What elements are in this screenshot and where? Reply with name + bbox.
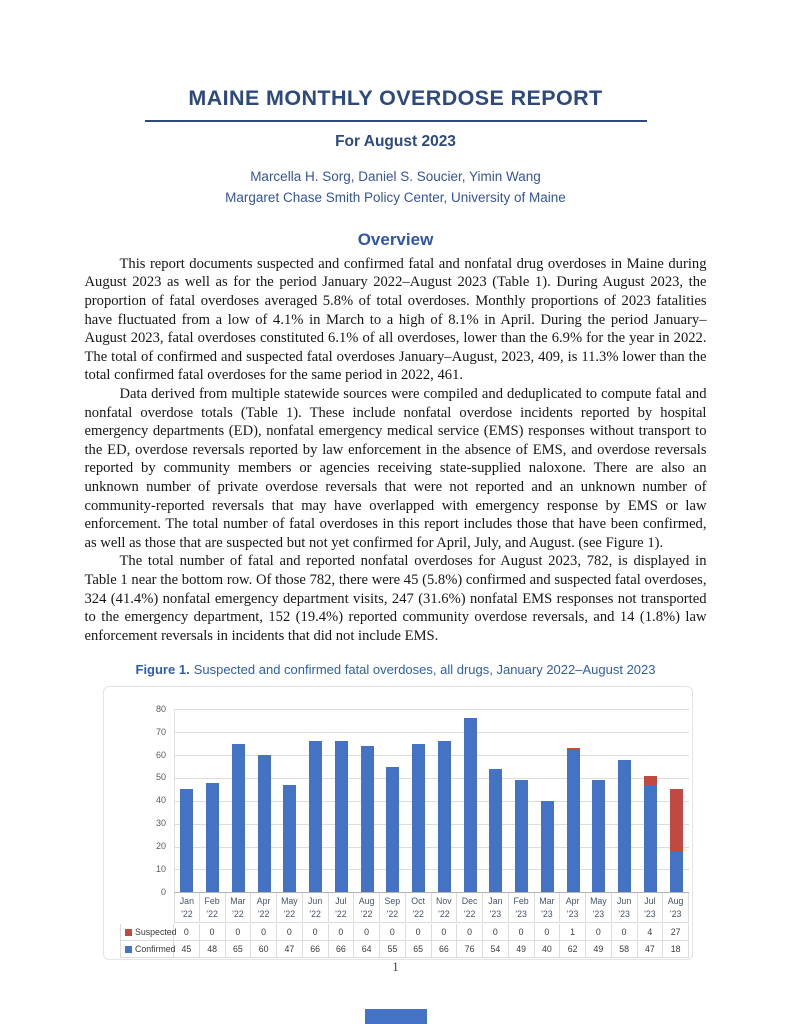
confirmed-bar — [541, 801, 554, 893]
month-axis-label: Jan '23 — [483, 893, 509, 923]
month-axis-label: Jan '22 — [174, 893, 200, 923]
legend-swatch-suspected — [125, 929, 132, 936]
month-axis-label: Jun '23 — [612, 893, 638, 923]
table-value-cell: 54 — [483, 941, 509, 958]
gridline — [174, 801, 689, 802]
confirmed-bar — [386, 767, 399, 893]
confirmed-bar — [515, 780, 528, 892]
table-value-cell: 47 — [638, 941, 664, 958]
month-axis-label: Aug '23 — [663, 893, 689, 923]
month-axis-label: Feb '23 — [509, 893, 535, 923]
month-axis-label: May '22 — [277, 893, 303, 923]
figure-caption-text: Suspected and confirmed fatal overdoses, all drugs, January 2022–August 2023 — [193, 662, 656, 678]
legend-label-suspected: Suspected — [120, 924, 174, 941]
table-value-cell: 0 — [303, 924, 329, 941]
table-value-cell: 40 — [535, 941, 561, 958]
table-value-cell: 0 — [406, 924, 432, 941]
data-table-row — [120, 924, 689, 941]
month-axis-label: Oct '22 — [406, 893, 432, 923]
table-value-cell: 0 — [586, 924, 612, 941]
month-axis-label: Jul '22 — [329, 893, 355, 923]
gridline — [174, 755, 689, 756]
y-axis-tick-label: 70 — [155, 726, 166, 737]
month-axis-label: Dec '22 — [457, 893, 483, 923]
y-axis-tick-label: 80 — [155, 703, 166, 714]
report-subtitle: For August 2023 — [335, 133, 456, 150]
gridline — [174, 732, 689, 733]
legend-swatch-confirmed — [125, 946, 132, 953]
table-value-cell: 64 — [354, 941, 380, 958]
gridline — [174, 847, 689, 848]
overview-heading: Overview — [357, 229, 434, 249]
confirmed-bar — [180, 789, 193, 892]
confirmed-bar — [644, 785, 657, 893]
title-rule — [145, 120, 647, 122]
bottom-blue-artifact — [365, 1009, 427, 1024]
overview-paragraph-1: This report documents suspected and confirmed fatal and nonfatal drug overdoses in Maine during August 2023 as well as for the period January 2022–August 2023 (Table 1). During August 2023, the proportion of fatal overdoses averaged 5.8% of total overdoses. Monthly proportions of 2023 fatalities have fluctuated from a low of 4.1% in March to a high of 8.1% in April. During the period January–August 2023, fatal overdoses constituted 6.1% of all overdoses, lower than the 6.9% for the year in 2022. The total of confirmed and suspected fatal overdoses January–August, 2023, 409, is 11.3% lower than the total confirmed fatal overdoses for the same period in 2022, 461. — [84, 255, 707, 384]
suspected-bar — [670, 789, 683, 851]
table-value-cell: 0 — [174, 924, 200, 941]
confirmed-bar — [361, 746, 374, 892]
table-value-cell: 27 — [663, 924, 689, 941]
table-value-cell: 60 — [251, 941, 277, 958]
figure-caption — [0, 662, 791, 677]
table-value-cell: 0 — [457, 924, 483, 941]
table-value-cell: 0 — [380, 924, 406, 941]
table-value-cell: 0 — [354, 924, 380, 941]
confirmed-bar — [335, 741, 348, 892]
figure-1-chart — [103, 686, 693, 960]
table-value-cell: 0 — [612, 924, 638, 941]
y-axis-tick-label: 0 — [160, 886, 166, 897]
confirmed-bar — [283, 785, 296, 893]
table-value-cell: 0 — [277, 924, 303, 941]
month-axis-label: Jul '23 — [638, 893, 664, 923]
y-axis-tick-label: 40 — [155, 795, 166, 806]
y-axis-tick-label: 60 — [155, 749, 166, 760]
y-axis-tick-label: 50 — [155, 772, 166, 783]
table-value-cell: 4 — [638, 924, 664, 941]
table-value-cell: 45 — [174, 941, 200, 958]
gridline — [174, 824, 689, 825]
table-value-cell: 55 — [380, 941, 406, 958]
legend-label-confirmed: Confirmed — [120, 941, 174, 958]
confirmed-bar — [412, 744, 425, 893]
table-value-cell: 0 — [200, 924, 226, 941]
table-value-cell: 0 — [329, 924, 355, 941]
month-axis-label: Apr '23 — [560, 893, 586, 923]
confirmed-bar — [438, 741, 451, 892]
table-value-cell: 49 — [586, 941, 612, 958]
table-value-cell: 0 — [432, 924, 458, 941]
table-value-cell: 47 — [277, 941, 303, 958]
table-value-cell: 0 — [535, 924, 561, 941]
confirmed-bar — [489, 769, 502, 893]
table-value-cell: 0 — [483, 924, 509, 941]
month-axis-label: May '23 — [586, 893, 612, 923]
confirmed-bar — [592, 780, 605, 892]
month-axis-label: Jun '22 — [303, 893, 329, 923]
table-value-cell: 48 — [200, 941, 226, 958]
confirmed-bar — [206, 783, 219, 893]
overview-body — [85, 255, 707, 645]
confirmed-bar — [309, 741, 322, 892]
month-axis-label: Mar '22 — [226, 893, 252, 923]
table-value-cell: 0 — [509, 924, 535, 941]
table-value-cell: 1 — [560, 924, 586, 941]
table-value-cell: 62 — [560, 941, 586, 958]
table-value-cell: 65 — [226, 941, 252, 958]
overview-paragraph-2: Data derived from multiple statewide sources were compiled and deduplicated to compute fatal and nonfatal overdose totals (Table 1). These include nonfatal overdose incidents reported by hospital emergency departments (ED), nonfatal emergency medical service (EMS) responses without transport to the ED, overdose reversals reported by law enforcement in the absence of EMS, and overdose reversals reported by community members or agencies receiving state-supplied naloxone. There are also an unknown number of private overdose reversals that were not reported and an unknown number of community-reported reversals that may have overlapped with emergency response by EMS or law enforcement. The total number of fatal overdoses in this report includes those that have been confirmed, as well as those that are suspected but not yet confirmed for April, July, and August. (see Figure 1). — [84, 386, 707, 551]
table-value-cell: 65 — [406, 941, 432, 958]
month-axis-label: Feb '22 — [200, 893, 226, 923]
table-value-cell: 66 — [432, 941, 458, 958]
y-axis-line — [174, 709, 175, 892]
page-number: 1 — [392, 960, 399, 974]
confirmed-bar — [567, 750, 580, 892]
confirmed-bar — [670, 851, 683, 892]
y-axis-tick-label: 10 — [155, 863, 166, 874]
report-title: MAINE MONTHLY OVERDOSE REPORT — [188, 86, 603, 110]
confirmed-bar — [258, 755, 271, 892]
table-value-cell: 76 — [457, 941, 483, 958]
table-value-cell: 0 — [226, 924, 252, 941]
month-axis-label: Sep '22 — [380, 893, 406, 923]
gridline — [174, 709, 689, 710]
confirmed-bar — [232, 744, 245, 893]
month-axis-label: Apr '22 — [251, 893, 277, 923]
overview-paragraph-3: The total number of fatal and reported nonfatal overdoses for August 2023, 782, is displayed in Table 1 near the bottom row. Of those 782, there were 45 (5.8%) confirmed and suspected fatal overdoses, 324 (41.4%) nonfatal emergency department visits, 247 (31.6%) nonfatal EMS responses not transported to the emergency department, 152 (19.4%) reported community overdose reversals, and 14 (1.8%) law enforcement reversals in incidents that did not include EMS. — [84, 553, 707, 644]
confirmed-bar — [464, 718, 477, 892]
y-axis-tick-label: 30 — [155, 818, 166, 829]
table-value-cell: 66 — [303, 941, 329, 958]
suspected-bar — [567, 748, 580, 750]
table-value-cell: 18 — [663, 941, 689, 958]
y-axis-tick-label: 20 — [155, 841, 166, 852]
table-value-cell: 66 — [329, 941, 355, 958]
confirmed-bar — [618, 760, 631, 893]
x-axis-label-row — [174, 893, 689, 923]
gridline — [174, 869, 689, 870]
affiliation-line: Margaret Chase Smith Policy Center, University of Maine — [225, 189, 566, 205]
data-table-row — [120, 941, 689, 958]
authors-block — [0, 167, 791, 209]
table-value-cell: 58 — [612, 941, 638, 958]
table-value-cell: 0 — [251, 924, 277, 941]
authors-line: Marcella H. Sorg, Daniel S. Soucier, Yimin Wang — [250, 169, 541, 184]
gridline — [174, 778, 689, 779]
table-value-cell: 49 — [509, 941, 535, 958]
figure-caption-label: Figure 1. — [135, 662, 190, 678]
month-axis-label: Nov '22 — [432, 893, 458, 923]
suspected-bar — [644, 776, 657, 785]
month-axis-label: Aug '22 — [354, 893, 380, 923]
month-axis-label: Mar '23 — [535, 893, 561, 923]
